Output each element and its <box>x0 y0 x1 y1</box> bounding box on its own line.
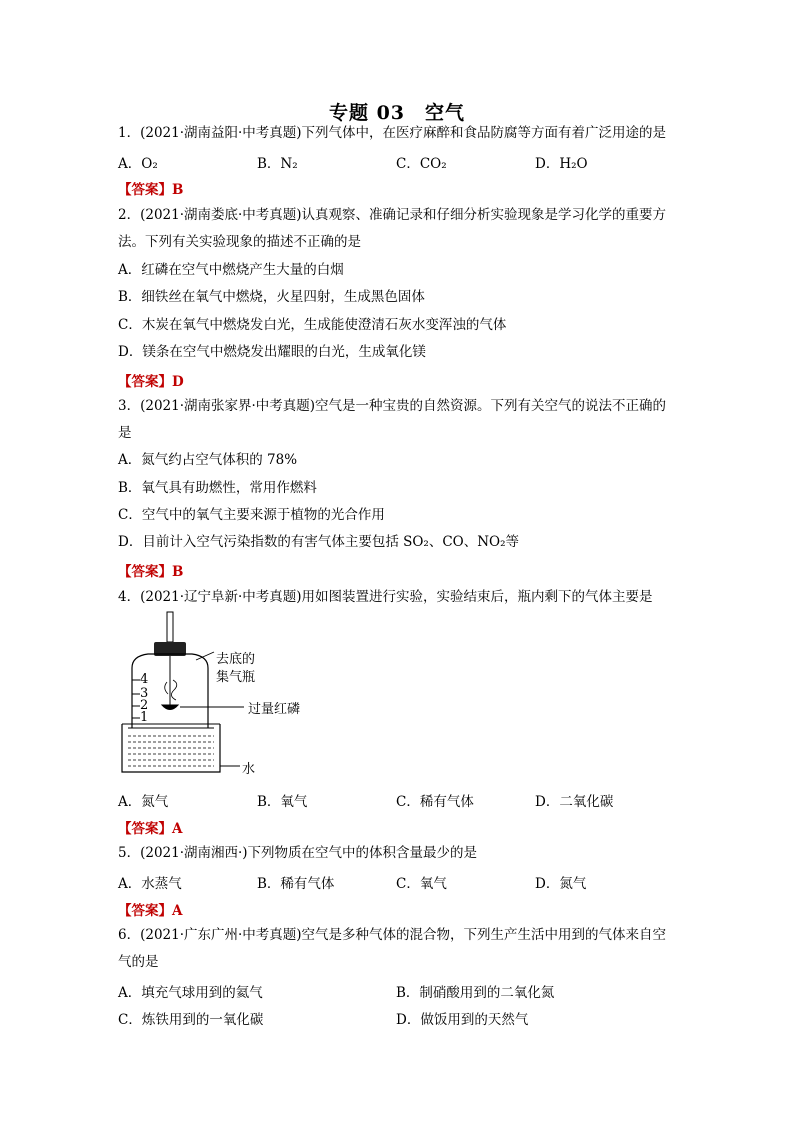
question-4-stem: 4．(2021·辽宁阜新·中考真题)用如图装置进行实验，实验结束后，瓶内剩下的气体主要是 <box>118 589 653 605</box>
question-6-stem-line-1: 6．(2021·广东广州·中考真题)空气是多种气体的混合物，下列生产生活中用到的气体来自空 <box>118 927 667 943</box>
bottle-label-line-2: 集气瓶 <box>216 670 256 685</box>
question-1-answer: 【答案】B <box>118 182 184 198</box>
question-5-stem: 5．(2021·湖南湘西·)下列物质在空气中的体积含量最少的是 <box>118 845 478 861</box>
q5-option-a: A．水蒸气 <box>118 876 182 892</box>
q4-option-d: D．二氧化碳 <box>535 794 614 810</box>
q4-option-b: B．氧气 <box>257 794 308 810</box>
bottle-label-line-1: 去底的 <box>216 652 256 667</box>
glass-rod <box>167 612 173 642</box>
q5-option-c: C．氧气 <box>396 876 447 892</box>
phosphorus-label: 过量红磷 <box>248 702 301 717</box>
smoke-icon <box>171 680 176 700</box>
q3-option-d: D．目前计入空气污染指数的有害气体主要包括 SO₂、CO、NO₂等 <box>118 534 520 550</box>
smoke-wisp-icon <box>165 682 168 694</box>
question-3-stem-line-1: 3．(2021·湖南张家界·中考真题)空气是一种宝贵的自然资源。下列有关空气的说法不正确的 <box>118 398 667 414</box>
q4-option-a: A．氮气 <box>118 794 169 810</box>
question-3-stem-line-2: 是 <box>118 425 132 441</box>
combustion-spoon-icon <box>162 705 178 710</box>
q2-option-d: D．镁条在空气中燃烧发出耀眼的白光，生成氧化镁 <box>118 344 426 360</box>
question-2-stem-line-2: 法。下列有关实验现象的描述不正确的是 <box>118 234 361 250</box>
q5-option-d: D．氮气 <box>535 876 587 892</box>
q4-option-c: C．稀有气体 <box>396 794 474 810</box>
scale-label-3: 3 <box>140 686 149 701</box>
q2-option-c: C．木炭在氧气中燃烧发白光，生成能使澄清石灰水变浑浊的气体 <box>118 317 507 333</box>
q6-option-d: D．做饭用到的天然气 <box>396 1012 529 1028</box>
apparatus-diagram <box>118 610 308 780</box>
q5-option-b: B．稀有气体 <box>257 876 335 892</box>
q1-option-d: D．H₂O <box>535 156 588 172</box>
question-2-answer: 【答案】D <box>118 374 184 390</box>
q1-option-b: B．N₂ <box>257 156 298 172</box>
q3-option-b: B．氧气具有助燃性，常用作燃料 <box>118 480 317 496</box>
question-4-answer: 【答案】A <box>118 821 183 837</box>
question-1-stem: 1．(2021·湖南益阳·中考真题)下列气体中，在医疗麻醉和食品防腐等方面有着广泛用途的是 <box>118 125 667 141</box>
water-surface-lines <box>128 736 214 766</box>
question-2-stem-line-1: 2．(2021·湖南娄底·中考真题)认真观察、准确记录和仔细分析实验现象是学习化学的重要方 <box>118 207 667 223</box>
q1-option-c: C．CO₂ <box>396 156 447 172</box>
q6-option-b: B．制硝酸用到的二氧化氮 <box>396 985 555 1001</box>
question-6-stem-line-2: 气的是 <box>118 954 159 970</box>
q2-option-a: A．红磷在空气中燃烧产生大量的白烟 <box>118 262 344 278</box>
water-label: 水 <box>242 762 256 777</box>
scale-label-2: 2 <box>140 698 149 713</box>
q1-option-a: A．O₂ <box>118 156 158 172</box>
q6-option-c: C．炼铁用到的一氧化碳 <box>118 1012 264 1028</box>
q3-option-c: C．空气中的氧气主要来源于植物的光合作用 <box>118 507 385 523</box>
scale-label-4: 4 <box>140 672 149 687</box>
q2-option-b: B．细铁丝在氧气中燃烧，火星四射，生成黑色固体 <box>118 289 425 305</box>
scale-label-1: 1 <box>140 710 149 725</box>
q3-option-a: A．氮气约占空气体积的 78% <box>118 452 298 468</box>
q6-option-a: A．填充气球用到的氦气 <box>118 985 263 1001</box>
question-5-answer: 【答案】A <box>118 903 183 919</box>
page-title: 专题 03 空气 <box>328 102 466 124</box>
question-3-answer: 【答案】B <box>118 564 184 580</box>
